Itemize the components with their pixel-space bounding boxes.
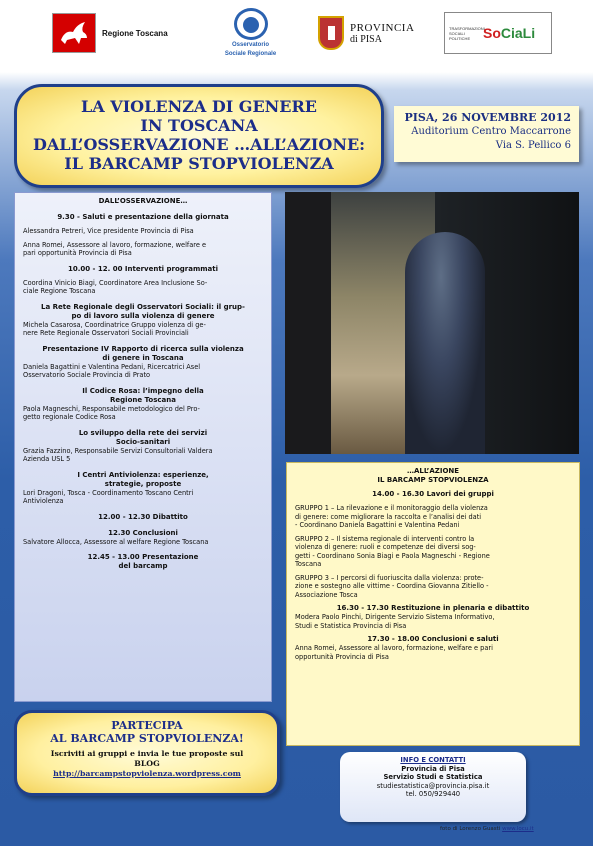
- action-closing-a: Anna Romei, Assessore al lavoro, formazione, welfare e pari: [295, 644, 493, 652]
- logo-osservatorio-line2: Sociale Regionale: [224, 51, 277, 57]
- session-1-time: 9.30 - Saluti e presentazione della giornata: [57, 213, 229, 221]
- contacts-box: [340, 752, 526, 822]
- blog-link[interactable]: http://barcampstopviolenza.wordpress.com: [53, 769, 241, 778]
- session-2-speaker-a: Coordina Vinicio Biagi, Coordinatore Area Inclusione So-: [23, 278, 208, 287]
- event-venue: Auditorium Centro Maccarrone: [411, 126, 571, 137]
- session-9-speaker: Salvatore Allocca, Assessore al welfare Regione Toscana: [23, 537, 209, 546]
- title-line4: IL BARCAMP STOPVIOLENZA: [64, 154, 334, 173]
- event-address: Via S. Pellico 6: [495, 140, 571, 151]
- programme-heading: DALL’OSSERVAZIONE…: [98, 197, 188, 205]
- session-1-speaker-2b: pari opportunità Provincia di Pisa: [23, 249, 132, 257]
- event-photo: [285, 192, 579, 454]
- group-2-line-a: GRUPPO 2 – Il sistema regionale di interventi contro la: [295, 534, 475, 543]
- action-moderator-b: Studi e Statistica Provincia di Pisa: [295, 621, 407, 630]
- session-3-title-b: po di lavoro sulla violenza di genere: [71, 311, 215, 320]
- session-8-time: 12.00 - 12.30 Dibattito: [98, 512, 188, 521]
- logo-provincia-line1: PROVINCIA: [350, 21, 415, 34]
- session-7-speaker-a: Lori Dragoni, Tosca - Coordinamento Toscano Centri: [23, 488, 194, 497]
- morning-programme: [14, 192, 272, 702]
- session-3-title-a: La Rete Regionale degli Osservatori Sociali: il grup-: [41, 302, 245, 311]
- session-6-speaker-b: Azienda USL 5: [23, 455, 71, 463]
- session-10-time-a: 12.45 - 13.00 Presentazione: [87, 553, 199, 561]
- contacts-org-2: Servizio Studi e Statistica: [383, 773, 483, 781]
- main-title: [14, 84, 384, 188]
- logo-osservatorio-line1: Osservatorio: [231, 42, 270, 48]
- logo-sociali: [444, 12, 552, 54]
- action-time-2: 16.30 - 17.30 Restituzione in plenaria e dibattito: [336, 604, 530, 612]
- title-line1: LA VIOLENZA DI GENERE: [81, 97, 317, 116]
- contacts-email[interactable]: studiestatistica@provincia.pisa.it: [376, 781, 490, 790]
- group-3-line-c: Associazione Tosca: [295, 590, 358, 599]
- session-10-time-b: del barcamp: [118, 562, 168, 570]
- logo-sociali-big: SoCiaLi: [483, 25, 536, 41]
- photo-credit-text: foto di Lorenzo Guasti: [440, 826, 501, 832]
- group-1-line-c: - Coordinano Daniela Bagattini e Valentina Pedani: [295, 521, 460, 529]
- logo-bar: [0, 0, 593, 72]
- session-5-title-a: Il Codice Rosa: l’impegno della: [82, 386, 204, 395]
- afternoon-programme: [286, 462, 580, 746]
- session-1-speaker-2a: Anna Romei, Assessore al lavoro, formazione, welfare e: [23, 240, 207, 249]
- action-heading-b: IL BARCAMP STOPVIOLENZA: [377, 476, 489, 484]
- photo-credit: [440, 826, 534, 832]
- session-5-speaker-a: Paola Magneschi, Responsabile metodologico del Pro-: [23, 404, 200, 413]
- logo-osservatorio: [213, 8, 288, 58]
- session-5-speaker-b: getto regionale Codice Rosa: [23, 413, 116, 421]
- photo-credit-site[interactable]: www.locu.it: [502, 826, 534, 832]
- session-9-time: 12.30 Conclusioni: [108, 528, 178, 537]
- session-6-title-a: Lo sviluppo della rete dei servizi: [78, 428, 208, 437]
- session-5-title-b: Regione Toscana: [110, 395, 176, 404]
- group-2-line-d: Toscana: [295, 560, 322, 568]
- logo-provincia-pisa: [318, 8, 418, 58]
- action-time-1: 14.00 - 16.30 Lavori dei gruppi: [372, 490, 494, 498]
- logo-regione-toscana: [52, 8, 187, 58]
- osservatorio-icon: [234, 8, 268, 40]
- session-3-speaker-b: nere Rete Regionale Osservatori Sociali Provinciali: [23, 329, 189, 337]
- partecipa-title-1: PARTECIPA: [111, 719, 183, 732]
- action-time-3: 17.30 - 18.00 Conclusioni e saluti: [367, 635, 499, 643]
- title-line2: IN TOSCANA: [140, 116, 258, 135]
- session-3-speaker-a: Michela Casarosa, Coordinatrice Gruppo violenza di ge-: [23, 320, 206, 329]
- partecipa-sub-2: BLOG: [134, 759, 160, 768]
- session-4-speaker-a: Daniela Bagattini e Valentina Pedani, Ricercatrici Asel: [23, 362, 201, 371]
- session-7-title-a: I Centri Antiviolenza: esperienze,: [77, 470, 209, 479]
- pegasus-flag-icon: [52, 13, 96, 53]
- group-1-line-b: di genere: come migliorare la raccolta e l’analisi dei dati: [295, 512, 482, 521]
- logo-provincia-line2: di PISA: [350, 33, 382, 45]
- group-3-line-a: GRUPPO 3 – I percorsi di fuoriuscita dalla violenza: prote-: [295, 573, 484, 582]
- session-2-speaker-b: ciale Regione Toscana: [23, 287, 96, 295]
- logo-sociali-small: TRASFORMAZIONI SOCIALI POLITICHE: [449, 25, 485, 41]
- pisa-crest-icon: [318, 16, 344, 50]
- contacts-org-1: Provincia di Pisa: [401, 764, 465, 773]
- session-2-time: 10.00 - 12. 00 Interventi programmati: [67, 264, 219, 273]
- action-heading-a: …ALL’AZIONE: [406, 467, 460, 475]
- group-3-line-b: zione e sostegno alle vittime - Coordina Giovanna Zitiello -: [295, 582, 489, 590]
- event-date: PISA, 26 NOVEMBRE 2012: [404, 111, 571, 124]
- photo-woman-silhouette: [405, 232, 485, 454]
- session-7-title-b: strategie, proposte: [104, 479, 182, 488]
- session-1-speaker-1: Alessandra Petreri, Vice presidente Provincia di Pisa: [23, 227, 194, 235]
- logo-toscana-text: Regione Toscana: [102, 28, 168, 38]
- session-4-title-a: Presentazione IV Rapporto di ricerca sulla violenza: [42, 344, 244, 353]
- group-2-line-b: violenza di genere: ruoli e competenze dei diversi sog-: [295, 543, 476, 551]
- contacts-tel: tel. 050/929440: [405, 790, 461, 798]
- session-4-title-b: di genere in Toscana: [102, 353, 184, 362]
- partecipa-sub-1: Iscriviti ai gruppi e invia le tue proposte sul: [50, 749, 244, 758]
- session-7-speaker-b: Antiviolenza: [23, 497, 64, 505]
- session-6-speaker-a: Grazia Fazzino, Responsabile Servizi Consultoriali Valdera: [23, 446, 213, 455]
- session-6-title-b: Socio-sanitari: [115, 437, 171, 446]
- partecipa-title-2: AL BARCAMP STOPVIOLENZA!: [50, 732, 244, 745]
- session-4-speaker-b: Osservatorio Sociale Provincia di Prato: [23, 371, 151, 379]
- contacts-heading: INFO E CONTATTI: [400, 756, 466, 764]
- event-info: [394, 106, 579, 162]
- title-line3: DALL’OSSERVAZIONE …ALL’AZIONE:: [32, 135, 366, 154]
- action-closing-b: opportunità Provincia di Pisa: [295, 652, 389, 661]
- action-moderator-a: Modera Paolo Pinchi, Dirigente Servizio Sistema Informativo,: [295, 613, 495, 621]
- group-1-line-a: GRUPPO 1 – La rilevazione e il monitoraggio della violenza: [295, 504, 488, 512]
- group-2-line-c: getti - Coordinano Sonia Biagi e Paola Magneschi - Regione: [295, 551, 490, 560]
- partecipa-box: [14, 710, 280, 796]
